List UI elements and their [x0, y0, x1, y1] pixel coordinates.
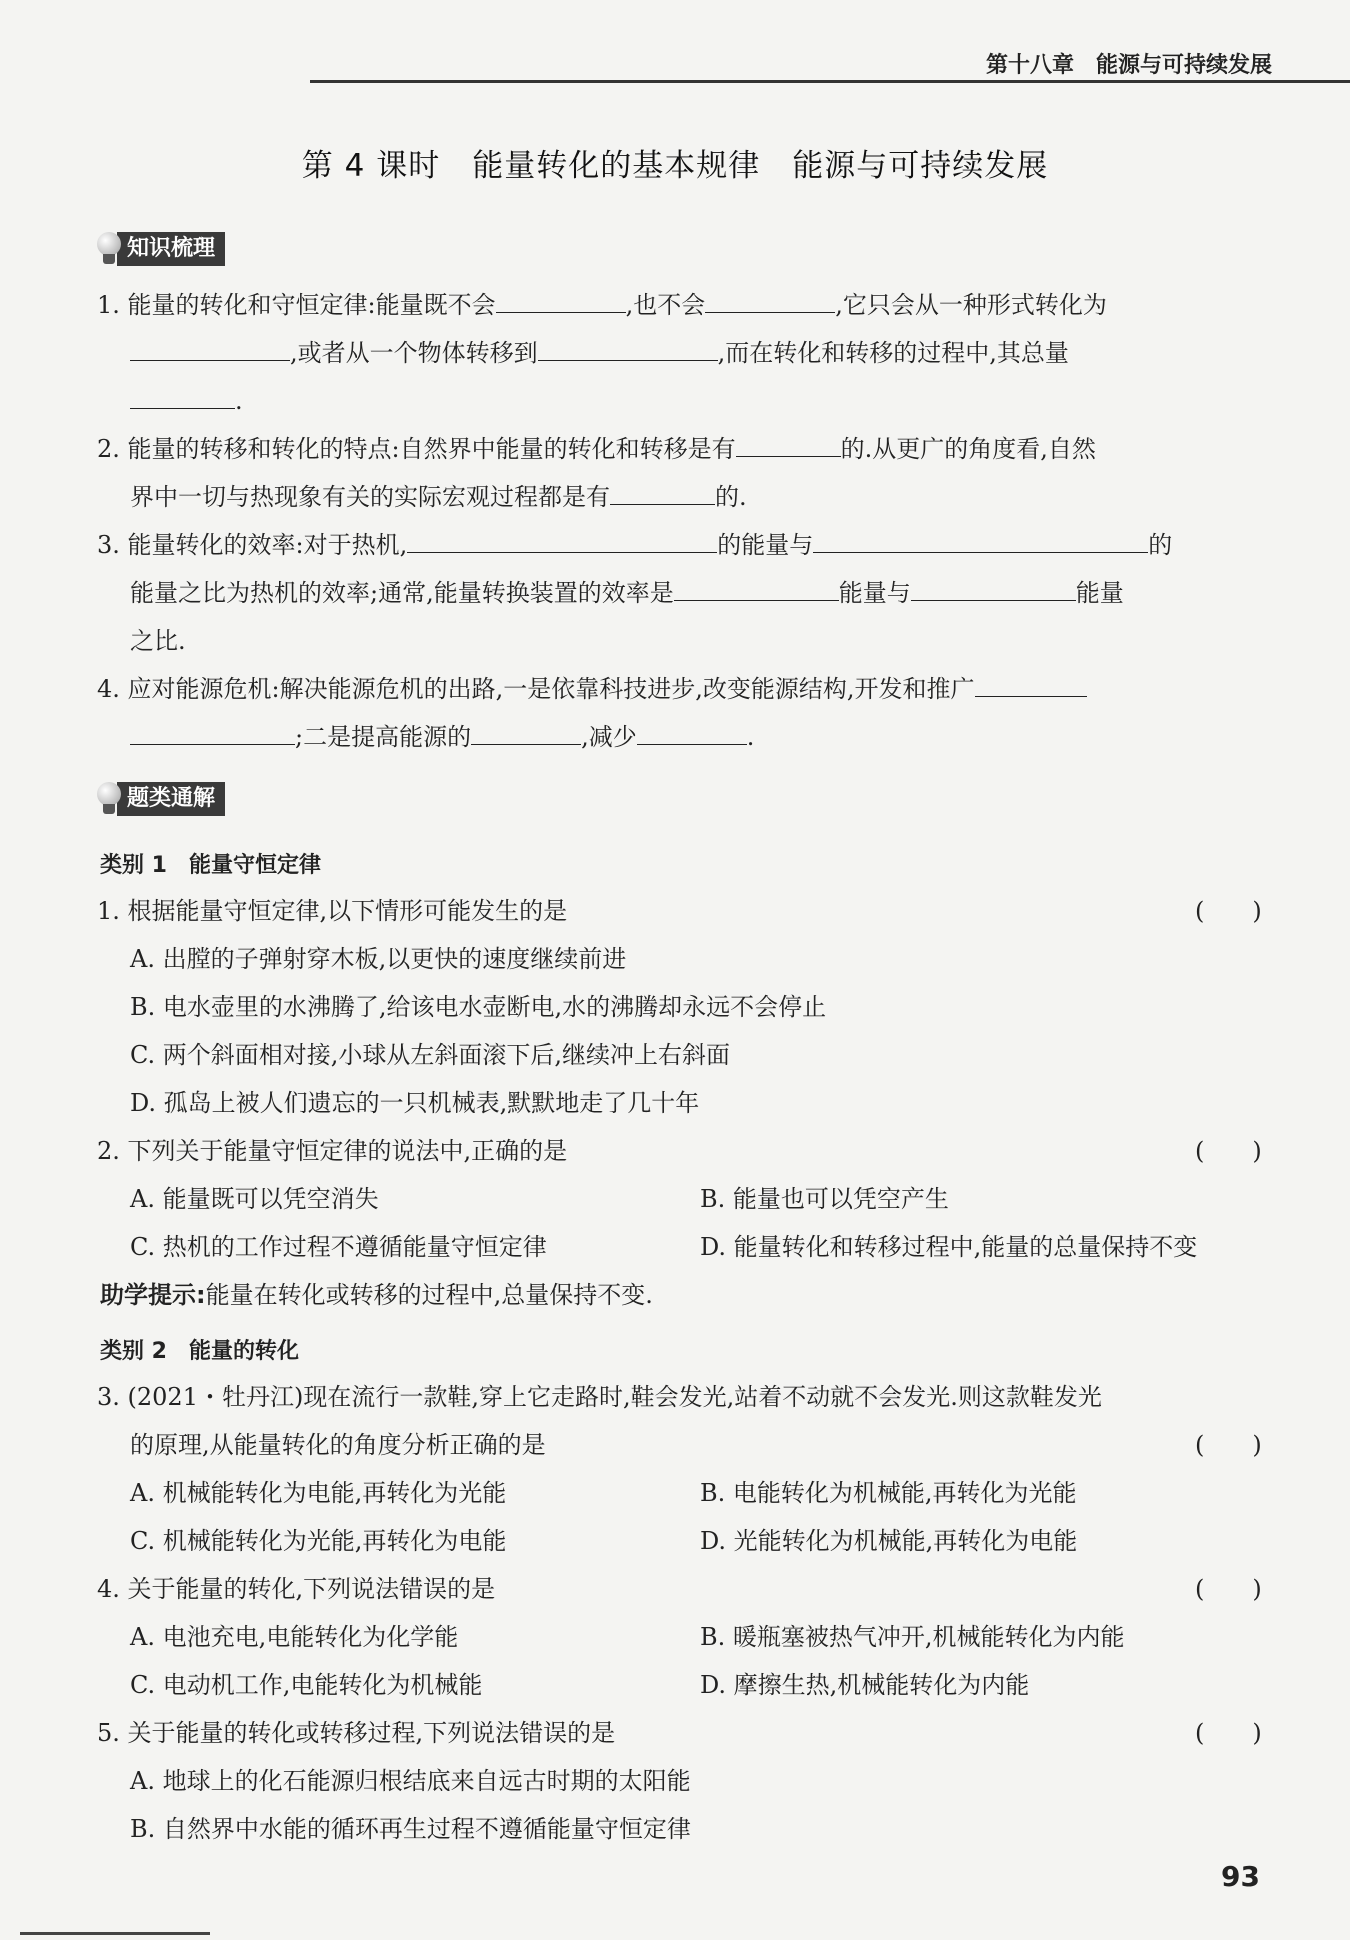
knowledge-3-line-1: 3. 能量转化的效率:对于热机, 的能量与 的 [97, 531, 1173, 559]
fill-blank[interactable] [407, 530, 717, 553]
q1-option-d[interactable]: D. 孤岛上被人们遗忘的一只机械表,默默地走了几十年 [130, 1089, 700, 1117]
fill-blank[interactable] [130, 722, 295, 745]
q5-answer-bracket[interactable]: ( ) [1195, 1719, 1262, 1747]
header-rule [310, 80, 1350, 83]
category-1-heading: 类别 1 能量守恒定律 [100, 853, 321, 878]
fill-blank[interactable] [130, 386, 235, 409]
fill-blank[interactable] [637, 722, 747, 745]
q5-stem: 5. 关于能量的转化或转移过程,下列说法错误的是 [97, 1719, 616, 1747]
section-types [95, 782, 225, 816]
fill-blank[interactable] [471, 722, 581, 745]
fill-blank[interactable] [496, 290, 626, 313]
q3-stem-line-1: 3. (2021・牡丹江)现在流行一款鞋,穿上它走路时,鞋会发光,站着不动就不会发光.则这款鞋发光 [97, 1383, 1102, 1411]
fill-blank[interactable] [813, 530, 1148, 553]
q4-option-a[interactable]: A. 电池充电,电能转化为化学能 [130, 1623, 459, 1651]
q2-option-a[interactable]: A. 能量既可以凭空消失 [130, 1185, 379, 1213]
fill-blank[interactable] [736, 434, 841, 457]
fill-blank[interactable] [911, 578, 1076, 601]
q2-option-d[interactable]: D. 能量转化和转移过程中,能量的总量保持不变 [700, 1233, 1198, 1261]
knowledge-1-line-2: ,或者从一个物体转移到 ,而在转化和转移的过程中,其总量 [130, 338, 1069, 368]
q1-answer-bracket[interactable]: ( ) [1195, 897, 1262, 925]
fill-blank[interactable] [610, 482, 715, 505]
section-types-label: 题类通解 [117, 782, 225, 816]
chapter-header: 第十八章 能源与可持续发展 [985, 53, 1272, 78]
q3-option-d[interactable]: D. 光能转化为机械能,再转化为电能 [700, 1527, 1078, 1555]
footer-rule [20, 1932, 210, 1935]
q3-option-a[interactable]: A. 机械能转化为电能,再转化为光能 [130, 1479, 507, 1507]
study-hint [100, 1280, 653, 1310]
knowledge-3-line-3: 之比. [130, 627, 186, 655]
q1-option-c[interactable]: C. 两个斜面相对接,小球从左斜面滚下后,继续冲上右斜面 [130, 1041, 731, 1069]
knowledge-1-line-1: 1. 能量的转化和守恒定律:能量既不会 ,也不会 ,它只会从一种形式转化为 [97, 291, 1107, 319]
category-2-heading: 类别 2 能量的转化 [100, 1339, 299, 1364]
q3-answer-bracket[interactable]: ( ) [1195, 1431, 1262, 1459]
study-hint-label: 助学提示: [100, 1281, 206, 1309]
lightbulb-icon [95, 782, 123, 816]
knowledge-3-line-2: 能量之比为热机的效率;通常,能量转换装置的效率是 能量与 能量 [130, 579, 1124, 607]
q4-option-d[interactable]: D. 摩擦生热,机械能转化为内能 [700, 1671, 1030, 1699]
knowledge-2-line-1: 2. 能量的转移和转化的特点:自然界中能量的转化和转移是有 的.从更广的角度看,自然 [97, 435, 1096, 463]
page-number: 93 [1221, 1860, 1260, 1893]
q3-stem-line-2: 的原理,从能量转化的角度分析正确的是 [130, 1431, 546, 1459]
knowledge-4-line-1: 4. 应对能源危机:解决能源危机的出路,一是依靠科技进步,改变能源结构,开发和推广 [97, 674, 1087, 704]
fill-blank[interactable] [130, 338, 290, 361]
lightbulb-icon [95, 232, 123, 266]
q5-option-a[interactable]: A. 地球上的化石能源归根结底来自远古时期的太阳能 [130, 1767, 691, 1795]
section-knowledge [95, 232, 225, 266]
q1-option-b[interactable]: B. 电水壶里的水沸腾了,给该电水壶断电,水的沸腾却永远不会停止 [130, 993, 827, 1021]
q3-option-c[interactable]: C. 机械能转化为光能,再转化为电能 [130, 1527, 507, 1555]
q2-option-b[interactable]: B. 能量也可以凭空产生 [700, 1185, 949, 1213]
q3-option-b[interactable]: B. 电能转化为机械能,再转化为光能 [700, 1479, 1077, 1507]
q2-answer-bracket[interactable]: ( ) [1195, 1137, 1262, 1165]
q4-stem: 4. 关于能量的转化,下列说法错误的是 [97, 1575, 496, 1603]
knowledge-4-line-2: ;二是提高能源的 ,减少 . [130, 722, 754, 752]
q4-option-c[interactable]: C. 电动机工作,电能转化为机械能 [130, 1671, 483, 1699]
q1-stem: 1. 根据能量守恒定律,以下情形可能发生的是 [97, 897, 568, 925]
knowledge-2-line-2: 界中一切与热现象有关的实际宏观过程都是有 的. [130, 483, 747, 511]
q4-answer-bracket[interactable]: ( ) [1195, 1575, 1262, 1603]
q2-stem: 2. 下列关于能量守恒定律的说法中,正确的是 [97, 1137, 568, 1165]
study-hint-text: 能量在转化或转移的过程中,总量保持不变. [205, 1281, 653, 1309]
fill-blank[interactable] [674, 578, 839, 601]
q4-option-b[interactable]: B. 暖瓶塞被热气冲开,机械能转化为内能 [700, 1623, 1125, 1651]
fill-blank[interactable] [705, 290, 835, 313]
knowledge-1-line-3: . [130, 386, 243, 416]
section-knowledge-label: 知识梳理 [117, 232, 225, 266]
q2-option-c[interactable]: C. 热机的工作过程不遵循能量守恒定律 [130, 1233, 547, 1261]
fill-blank[interactable] [975, 674, 1087, 697]
q5-option-b[interactable]: B. 自然界中水能的循环再生过程不遵循能量守恒定律 [130, 1815, 691, 1843]
lesson-title: 第 4 课时 能量转化的基本规律 能源与可持续发展 [301, 148, 1049, 184]
fill-blank[interactable] [538, 338, 718, 361]
q1-option-a[interactable]: A. 出膛的子弹射穿木板,以更快的速度继续前进 [130, 945, 627, 973]
